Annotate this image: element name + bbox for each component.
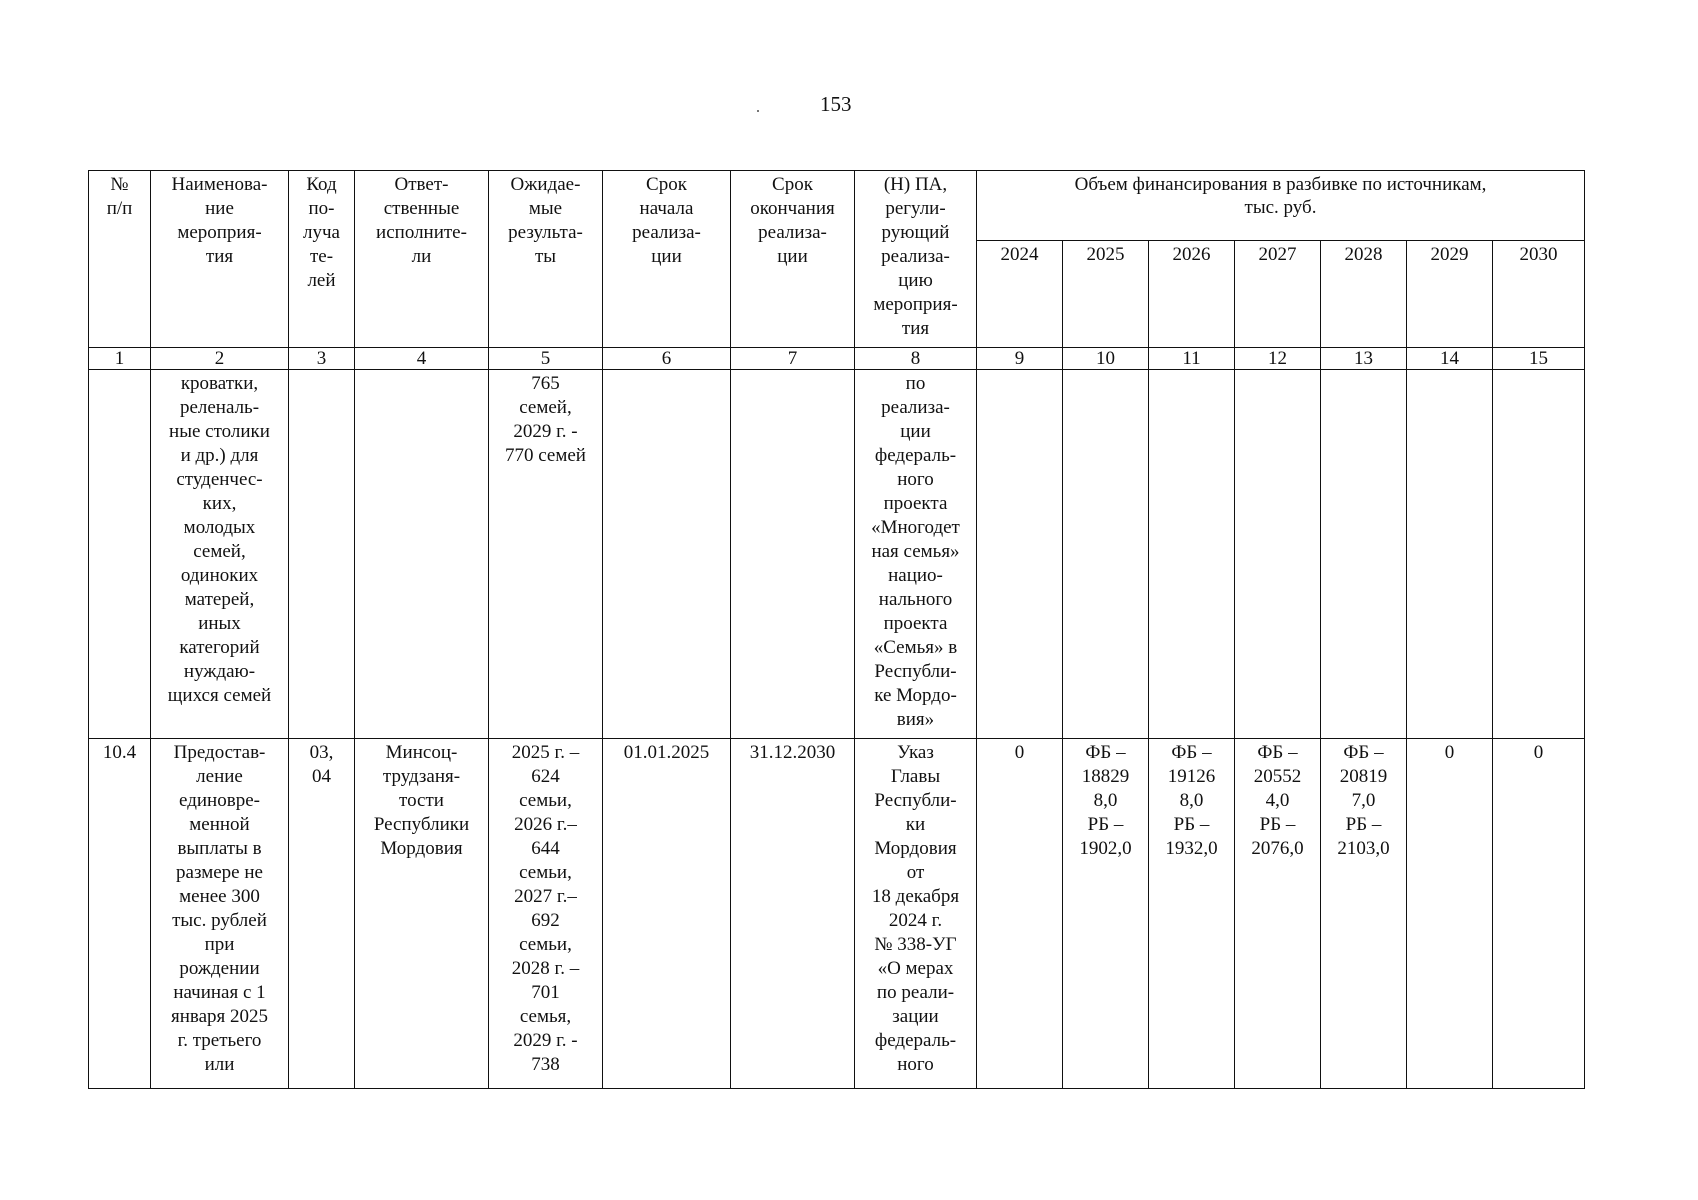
year-header: 2025 (1063, 241, 1149, 348)
year-header: 2027 (1235, 241, 1321, 348)
column-number: 2 (151, 348, 289, 370)
cell-2028: ФБ – 20819 7,0 РБ – 2103,0 (1321, 739, 1407, 1089)
cell-2026: ФБ – 19126 8,0 РБ – 1932,0 (1149, 739, 1235, 1089)
cell-legal-act: по реализа- ции федераль- ного проекта «Многодет ная семья» нацио- нального проекта «Семья» в Республи- ке Мордо- вия» (855, 370, 977, 739)
cell-end (731, 370, 855, 739)
year-header: 2024 (977, 241, 1063, 348)
cell-2025 (1063, 370, 1149, 739)
cell-2024 (977, 370, 1063, 739)
header-end: Срок окончания реализа- ции (731, 171, 855, 348)
header-financing: Объем финансирования в разбивке по источникам, тыс. руб. (977, 171, 1585, 241)
cell-2027: ФБ – 20552 4,0 РБ – 2076,0 (1235, 739, 1321, 1089)
cell-2025: ФБ – 18829 8,0 РБ – 1902,0 (1063, 739, 1149, 1089)
column-number: 11 (1149, 348, 1235, 370)
cell-code (289, 370, 355, 739)
column-number: 5 (489, 348, 603, 370)
header-legal-act: (Н) ПА, регули- рующий реализа- цию мероприя- тия (855, 171, 977, 348)
cell-legal-act: Указ Главы Республи- ки Мордовия от 18 декабря 2024 г. № 338-УГ «О мерах по реали- зации федераль- ного (855, 739, 977, 1089)
column-number: 15 (1493, 348, 1585, 370)
cell-start (603, 370, 731, 739)
year-header: 2029 (1407, 241, 1493, 348)
column-number: 12 (1235, 348, 1321, 370)
cell-2029: 0 (1407, 739, 1493, 1089)
cell-executor: Минсоц- трудзаня- тости Республики Мордовия (355, 739, 489, 1089)
financing-table (88, 170, 1585, 1089)
column-number: 4 (355, 348, 489, 370)
cell-results: 2025 г. – 624 семьи, 2026 г.– 644 семьи, 2027 г.– 692 семьи, 2028 г. – 701 семья, 2029 г. - 738 (489, 739, 603, 1089)
cell-number (89, 370, 151, 739)
scan-speck (757, 110, 759, 112)
cell-name: кроватки, pеленаль- ные столики и др.) для студенчес- ких, молодых семей, одиноких матерей, иных категорий нуждаю- щихся семей (151, 370, 289, 739)
cell-2030: 0 (1493, 739, 1585, 1089)
cell-start: 01.01.2025 (603, 739, 731, 1089)
year-header: 2028 (1321, 241, 1407, 348)
header-start: Срок начала реализа- ции (603, 171, 731, 348)
cell-end: 31.12.2030 (731, 739, 855, 1089)
cell-2024: 0 (977, 739, 1063, 1089)
cell-2027 (1235, 370, 1321, 739)
table-row (89, 739, 1585, 1089)
header-executors: Ответ- ственные исполните- ли (355, 171, 489, 348)
column-number: 13 (1321, 348, 1407, 370)
page-number: 153 (820, 92, 852, 116)
cell-code: 03, 04 (289, 739, 355, 1089)
cell-name: Предостав- ление единовре- менной выплаты в размере не менее 300 тыс. рублей при рождении начиная с 1 января 2025 г. третьего или (151, 739, 289, 1089)
column-number: 8 (855, 348, 977, 370)
column-number: 9 (977, 348, 1063, 370)
cell-number: 10.4 (89, 739, 151, 1089)
year-header: 2030 (1493, 241, 1585, 348)
column-number: 7 (731, 348, 855, 370)
header-row-1 (89, 171, 1585, 241)
cell-2028 (1321, 370, 1407, 739)
column-number: 1 (89, 348, 151, 370)
column-number: 6 (603, 348, 731, 370)
cell-2026 (1149, 370, 1235, 739)
cell-2029 (1407, 370, 1493, 739)
cell-executor (355, 370, 489, 739)
cell-results: 765 семей, 2029 г. - 770 семей (489, 370, 603, 739)
header-results: Ожидае- мые результа- ты (489, 171, 603, 348)
column-number: 10 (1063, 348, 1149, 370)
table-row (89, 370, 1585, 739)
year-header: 2026 (1149, 241, 1235, 348)
header-name: Наименова- ние мероприя- тия (151, 171, 289, 348)
cell-2030 (1493, 370, 1585, 739)
column-number: 14 (1407, 348, 1493, 370)
column-number: 3 (289, 348, 355, 370)
header-number: № п/п (89, 171, 151, 348)
column-number-row (89, 348, 1585, 370)
header-code: Код по- луча те- лей (289, 171, 355, 348)
